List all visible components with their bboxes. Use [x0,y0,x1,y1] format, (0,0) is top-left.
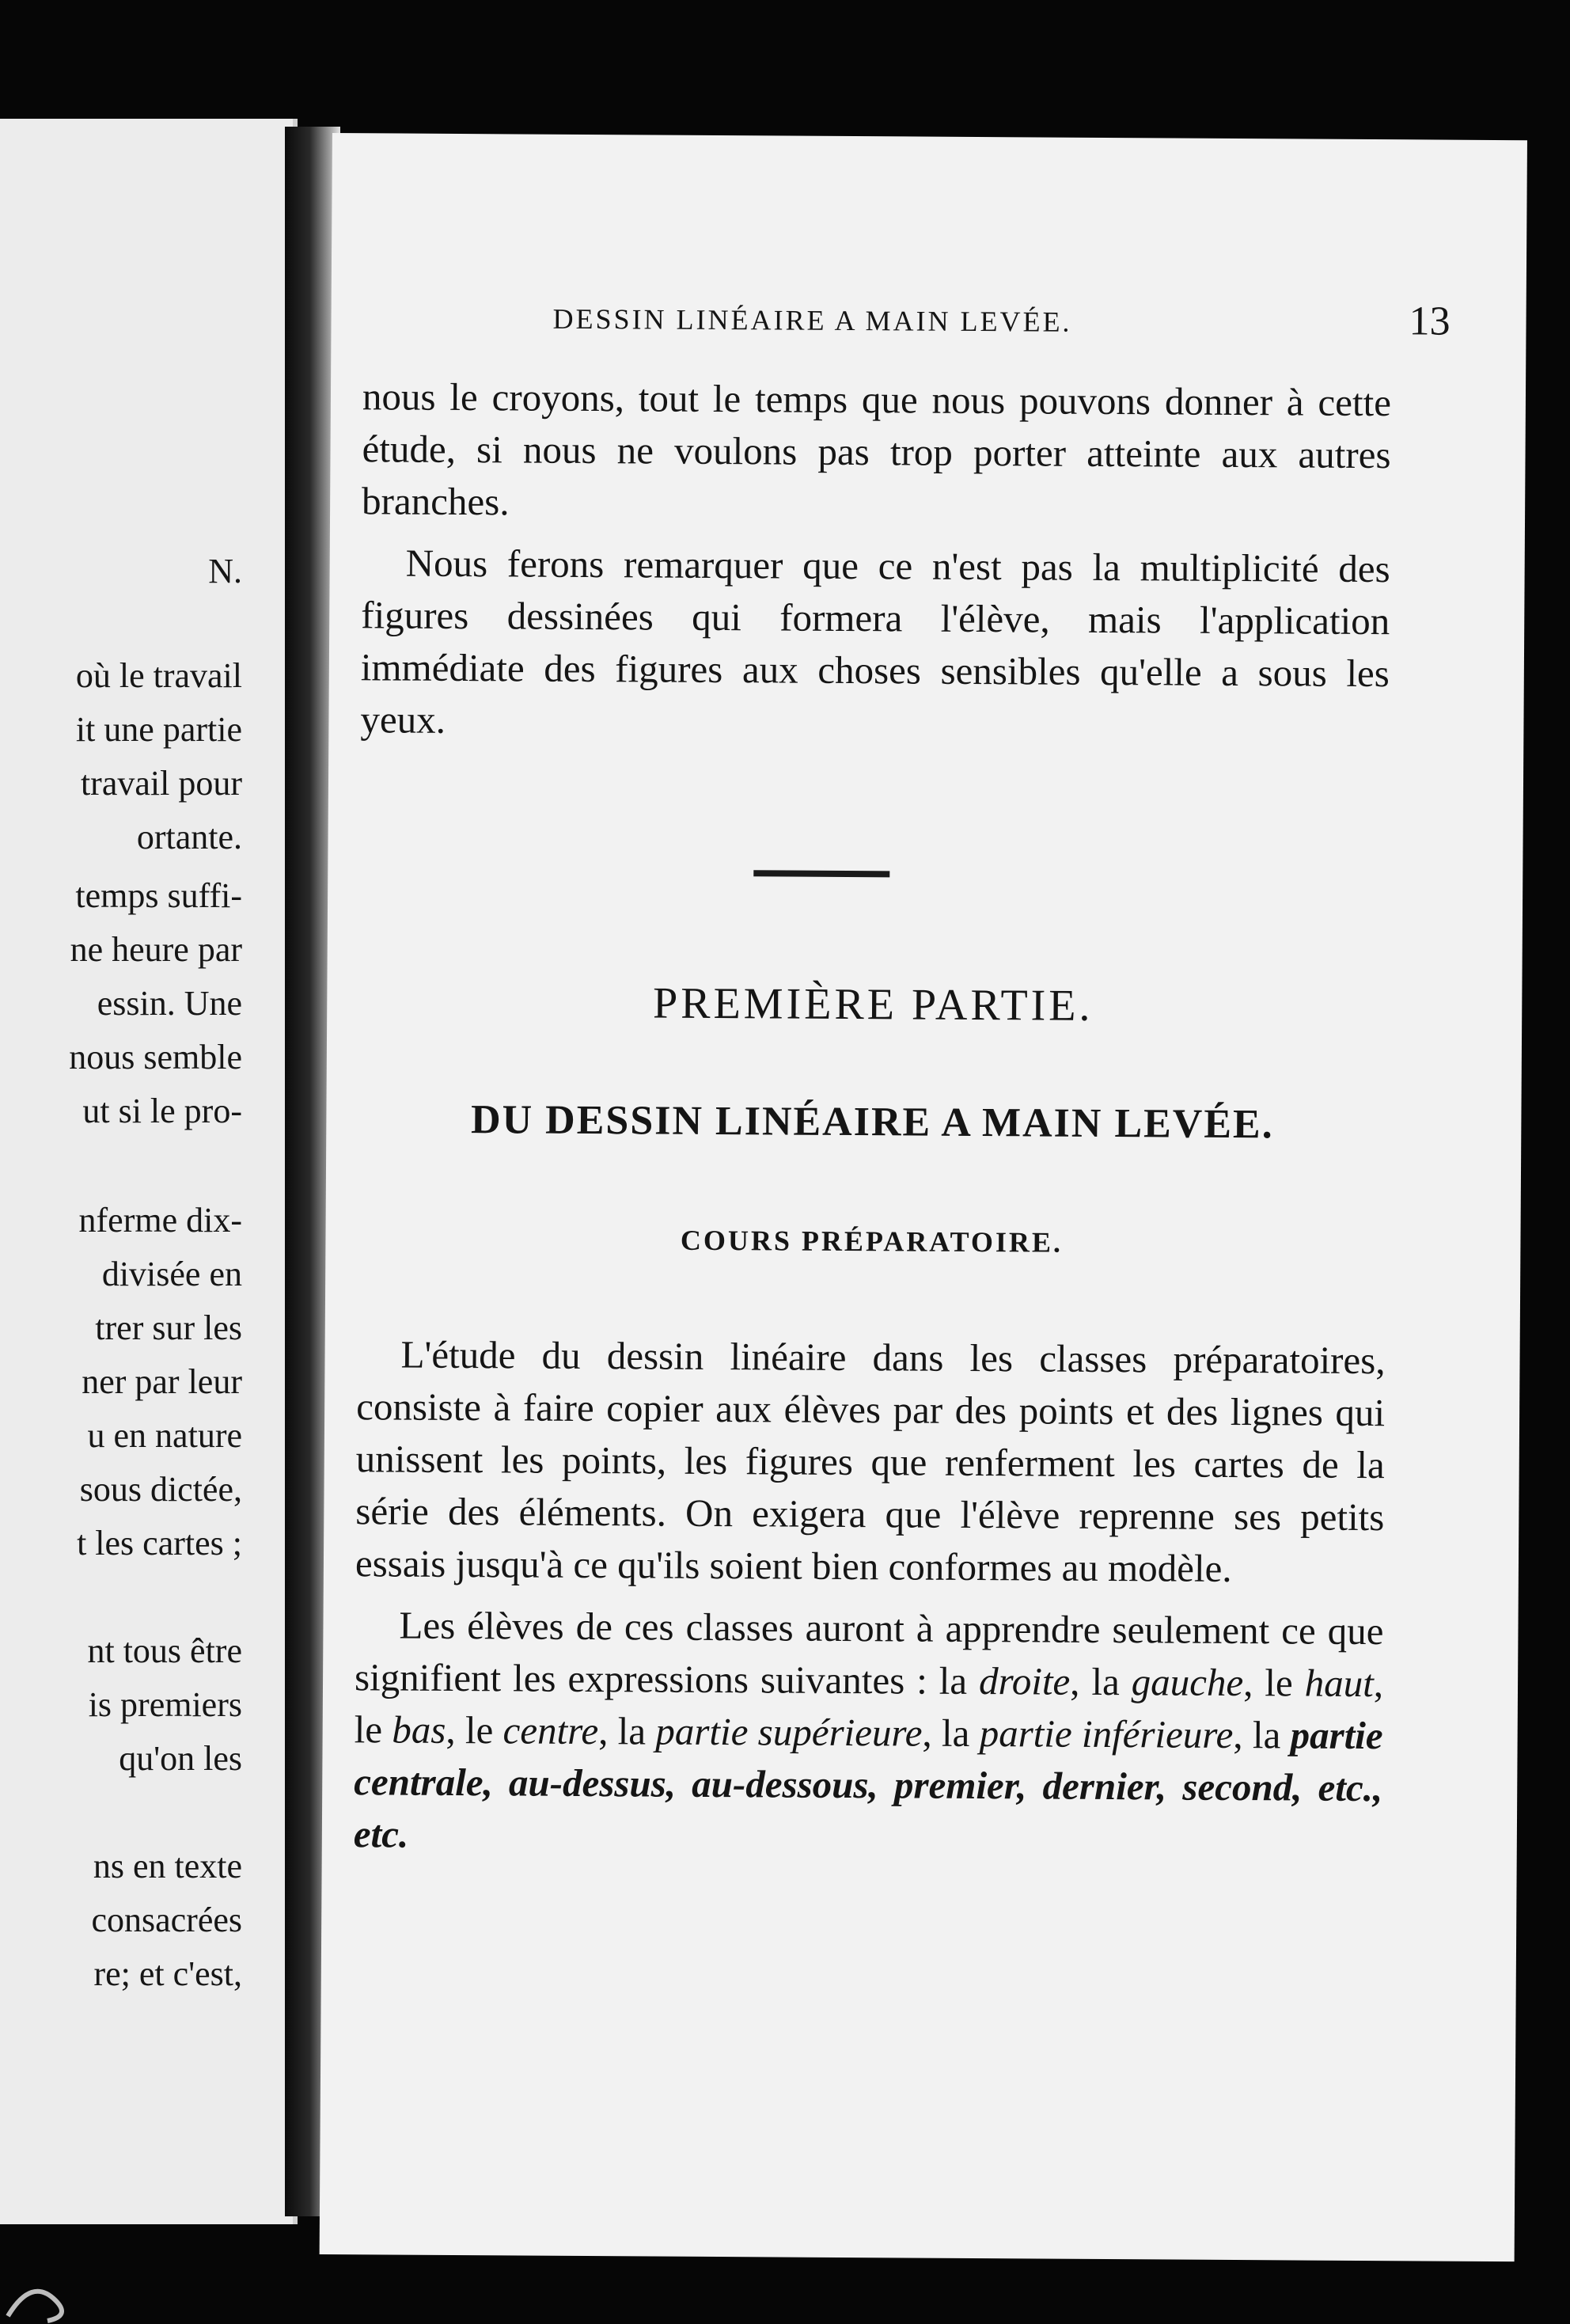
section-title: DU DESSIN LINÉAIRE A MAIN LEVÉE. [470,1097,1274,1148]
left-page-line: temps suffi- [75,876,242,915]
separator: , la [922,1711,980,1756]
running-head: DESSIN LINÉAIRE A MAIN LEVÉE. [552,302,1072,338]
left-page-line: nous semble [69,1038,242,1077]
left-page-line: divisée en [101,1255,242,1293]
paragraph-etude: L'étude du dessin linéaire dans les classes préparatoires, consiste à faire copier aux élèves par des points et des lignes qui unissent les points, les figures que renferment les cartes de la série des éléments. On exigera que l'élève reprenne ses petits essais jusqu'à ce qu'ils soient bien conformes au modèle. [355,1332,1386,1590]
separator: , la [1070,1659,1132,1704]
left-page-line: sous dictée, [79,1470,242,1509]
left-page-line: ner par leur [82,1362,242,1401]
left-page-line: ns en texte [93,1847,242,1885]
left-page-line: nferme dix- [78,1201,242,1240]
paragraph-expressions [354,1599,1384,1866]
separator: , la [598,1709,656,1753]
separator: , le [354,1661,1384,1752]
separator: , la [1233,1712,1291,1757]
term-bas: bas [392,1707,446,1752]
left-page-line: nt tous être [87,1631,242,1670]
left-page-line: consacrées [91,1901,242,1939]
left-page-line: ut si le pro- [82,1092,242,1130]
scan-corner-mark [0,2229,95,2324]
term-gauche: gauche [1131,1660,1244,1705]
course-heading: COURS PRÉPARATOIRE. [680,1224,1064,1259]
left-page [0,119,298,2224]
left-page-line: is premiers [88,1685,242,1724]
term-droite: droite [978,1659,1071,1703]
left-page-line: ortante. [136,818,242,856]
term-centre: centre [502,1708,599,1753]
section-rule [753,870,889,877]
text-block-top [360,370,1391,752]
left-page-line: travail pour [80,764,242,803]
term-partie-inferieure: partie inférieure [979,1711,1234,1756]
left-page-line: it une partie [75,710,242,749]
left-page-line: ne heure par [70,930,242,969]
term-partie-superieure: partie supérieure [655,1709,923,1755]
page-number: 13 [1409,298,1451,344]
term-haut: haut [1304,1661,1374,1706]
left-page-line: trer sur les [95,1308,242,1347]
left-page-line: essin. Une [97,984,242,1023]
continuation-paragraph: nous le croyons, tout le temps que nous pouvons donner à cette étude, si nous ne voulons pas trop porter atteinte aux autres branches. [361,374,1392,524]
paragraph-multiplicite: Nous ferons remarquer que ce n'est pas la multiplicité des figures dessinées qui formera l'élève, mais l'application immédiate des figures aux choses sensibles qu'elle a sous les yeux. [360,541,1390,742]
expressions-intro: Les élèves de ces classes auront à apprendre seulement ce que signifient les expressions suivantes : la [354,1603,1384,1703]
separator: , le [446,1707,503,1752]
text-block-bottom [354,1328,1386,1866]
right-page [320,133,1527,2261]
terms-bold-list: partie centrale, au-dessus, au-dessous, premier, dernier, second, etc., etc. [353,1713,1383,1856]
separator: , le [1243,1661,1305,1705]
part-heading: PREMIÈRE PARTIE. [652,978,1094,1031]
left-page-line: t les cartes ; [77,1524,242,1563]
left-page-line: N. [208,552,242,590]
left-page-line: qu'on les [119,1739,242,1778]
left-page-line: re; et c'est, [93,1954,242,1993]
left-page-line: où le travail [75,656,242,695]
left-page-line: u en nature [87,1416,242,1455]
